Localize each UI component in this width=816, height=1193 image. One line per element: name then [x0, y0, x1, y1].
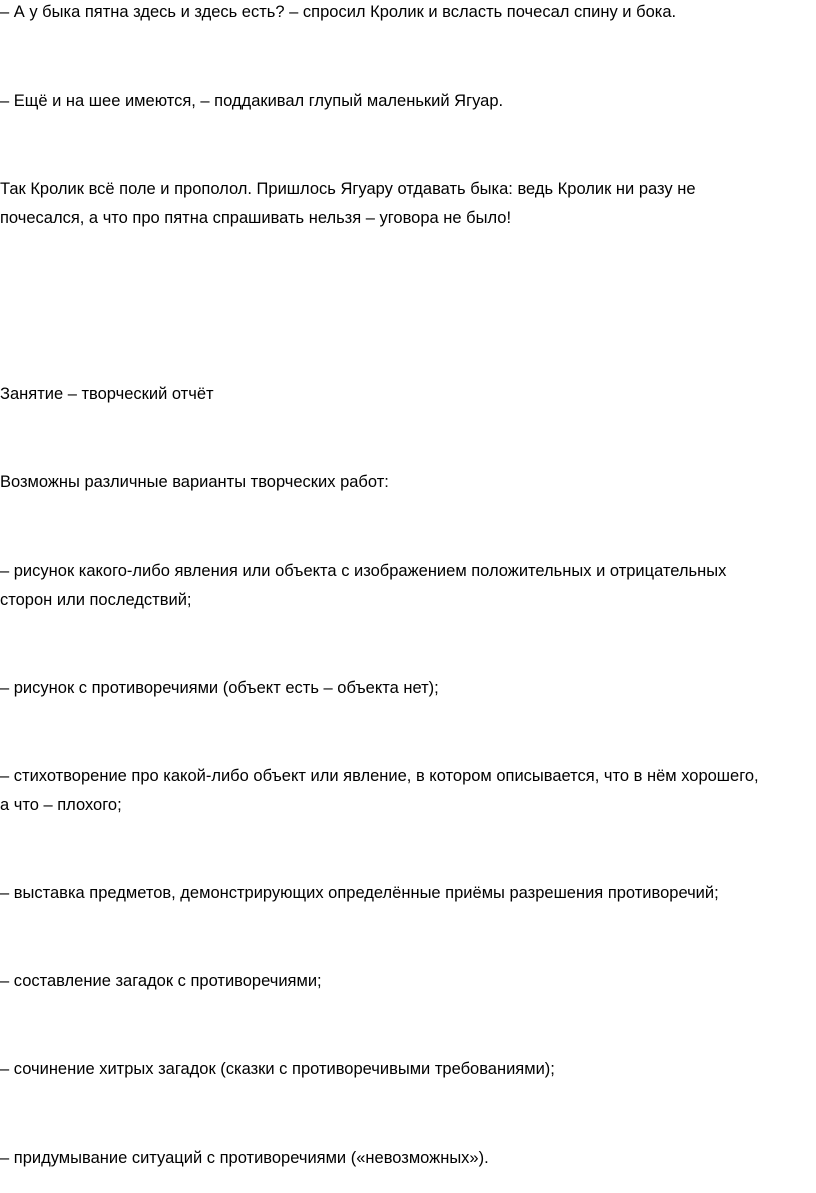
list-item-line: сторон или последствий;: [0, 591, 192, 609]
list-item: [0, 557, 816, 615]
paragraph-jaguar-reply: [0, 87, 816, 116]
list-item-line: – составление загадок с противоречиями;: [0, 972, 322, 990]
heading-text: Занятие – творческий отчёт: [0, 385, 214, 403]
paragraph-line: Так Кролик всё поле и прополол. Пришлось Ягуару отдавать быка: ведь Кролик ни разу не: [0, 180, 696, 198]
paragraph-line: – А у быка пятна здесь и здесь есть? – спросил Кролик и всласть почесал спину и бока.: [0, 3, 677, 21]
paragraph-line: – Ещё и на шее имеются, – поддакивал глупый маленький Ягуар.: [0, 92, 504, 110]
list-item-line: – выставка предметов, демонстрирующих определённые приёмы разрешения противоречий;: [0, 884, 719, 902]
list-item: [0, 762, 816, 820]
list-item-line: – сочинение хитрых загадок (сказки с противоречивыми требованиями);: [0, 1060, 555, 1078]
list-item-line: – стихотворение про какой-либо объект или явление, в котором описывается, что в нём хорошего,: [0, 767, 759, 785]
list-item-line: – рисунок с противоречиями (объект есть – объекта нет);: [0, 679, 439, 697]
list-item-line: – рисунок какого-либо явления или объекта с изображением положительных и отрицательных: [0, 562, 727, 580]
list-item-line: – придумывание ситуаций с противоречиями («невозможных»).: [0, 1149, 489, 1167]
list-item: [0, 1144, 816, 1173]
paragraph-line: Возможны различные варианты творческих работ:: [0, 473, 389, 491]
intro-paragraph: [0, 468, 816, 497]
list-item: [0, 1055, 816, 1084]
paragraph-line: почесался, а что про пятна спрашивать нельзя – уговора не было!: [0, 209, 512, 227]
paragraph-rabbit-question: [0, 0, 816, 27]
list-item: [0, 879, 816, 908]
list-item: [0, 967, 816, 996]
list-item-line: а что – плохого;: [0, 796, 122, 814]
paragraph-story-ending: [0, 175, 816, 233]
section-heading: [0, 380, 816, 409]
list-item: [0, 674, 816, 703]
